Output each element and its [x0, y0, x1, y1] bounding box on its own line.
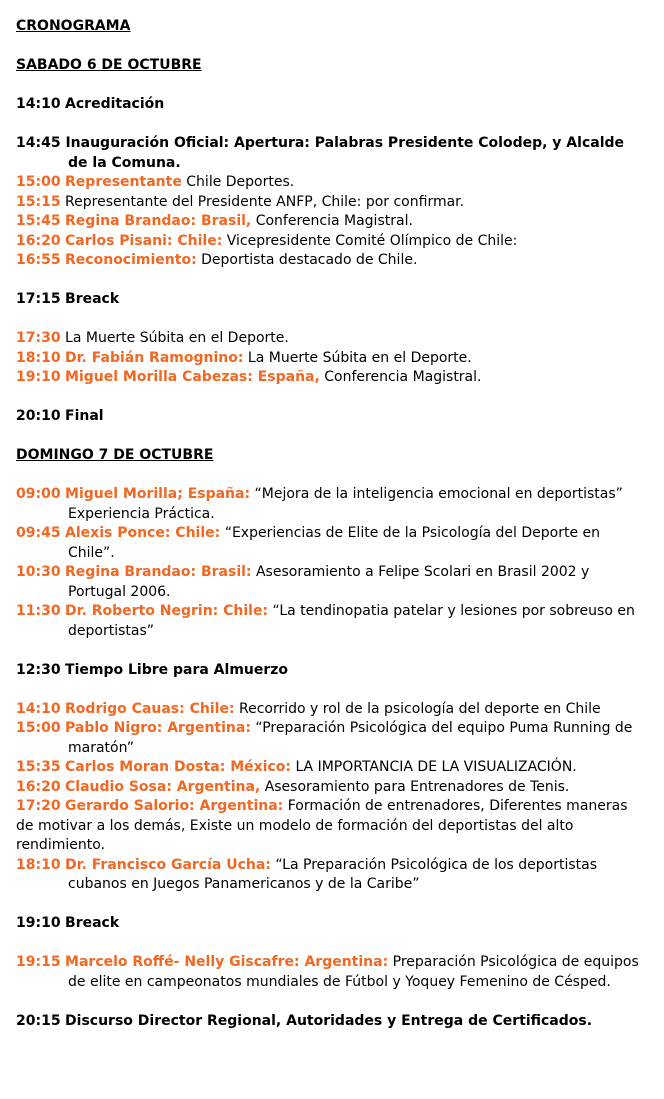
schedule-entry: [16, 758, 642, 778]
spacer: [16, 992, 642, 1012]
entry-time: 15:15: [16, 193, 61, 210]
entry-text: Acreditación: [65, 96, 165, 112]
entry-time: 09:00: [16, 486, 61, 502]
entry-speaker: Claudio Sosa: Argentina,: [65, 778, 261, 795]
schedule-entry: [16, 251, 642, 271]
sunday-closing: [16, 1012, 642, 1032]
entry-description: “Experiencias de Elite de la Psicología del Deporte en Chile”.: [68, 525, 601, 561]
schedule-entry: [16, 856, 642, 895]
entry-description: Asesoramiento para Entrenadores de Tenis.: [264, 778, 570, 795]
entry-time: 15:35: [16, 759, 61, 775]
schedule-entry: [16, 329, 642, 349]
entry-speaker: Representante: [65, 174, 182, 190]
schedule-entry: [16, 602, 642, 641]
entry-description: Chile Deportes.: [186, 174, 295, 190]
entry-time: 19:15: [16, 954, 61, 970]
sunday-lunch: [16, 661, 642, 681]
entry-description: “Preparación Psicológica del equipo Puma Running de maratón”: [68, 720, 633, 756]
entry-description: La Muerte Súbita en el Deporte.: [247, 349, 472, 366]
entry-time: 15:45: [16, 213, 61, 229]
entry-speaker: Regina Brandao: Brasil,: [65, 213, 252, 229]
spacer: [16, 641, 642, 661]
entry-time: 18:10: [16, 349, 61, 366]
entry-time: 20:10: [16, 408, 61, 424]
entry-time: 15:00: [16, 720, 61, 736]
entry-time: 19:10: [16, 915, 61, 931]
schedule-entry: [16, 232, 642, 252]
saturday-break: [16, 290, 642, 310]
entry-time: 20:15: [16, 1012, 61, 1029]
entry-time: 16:20: [16, 778, 61, 795]
entry-description: Vicepresidente Comité Olímpico de Chile:: [226, 232, 518, 249]
schedule-entry: [16, 719, 642, 758]
entry-text: Final: [65, 408, 104, 424]
saturday-final: [16, 407, 642, 427]
entry-time: 18:10: [16, 856, 61, 873]
entry-time: 14:45: [16, 135, 61, 151]
entry-text: Inauguración Oficial: Apertura: Palabras Presidente Colodep, y Alcalde de la Comuna.: [65, 135, 625, 171]
entry-speaker: Carlos Moran Dosta: México:: [65, 759, 291, 775]
schedule-entry: [16, 797, 642, 856]
entry-time: 17:15: [16, 291, 61, 307]
entry-text: Tiempo Libre para Almuerzo: [65, 661, 289, 678]
entry-time: 19:10: [16, 369, 61, 385]
spacer: [16, 271, 642, 291]
saturday-acreditacion: [16, 95, 642, 115]
entry-time: 17:20: [16, 798, 61, 814]
entry-time: 16:20: [16, 232, 61, 249]
entry-description: “La tendinopatia patelar y lesiones por sobreuso en deportistas”: [68, 603, 635, 639]
entry-time: 09:45: [16, 525, 61, 541]
spacer: [16, 895, 642, 915]
schedule-entry: [16, 193, 642, 213]
entry-speaker: Miguel Morilla Cabezas: España,: [65, 369, 320, 385]
saturday-inauguracion: [16, 134, 642, 173]
entry-text: Discurso Director Regional, Autoridades y Entrega de Certificados.: [65, 1012, 593, 1029]
entry-description: “Mejora de la inteligencia emocional en deportistas” Experiencia Práctica.: [68, 486, 623, 522]
saturday-heading: SABADO 6 DE OCTUBRE: [16, 57, 202, 73]
entry-speaker: Alexis Ponce: Chile:: [65, 525, 221, 541]
entry-time: 15:00: [16, 174, 61, 190]
schedule-entry: [16, 349, 642, 369]
schedule-entry: [16, 212, 642, 232]
spacer: [16, 388, 642, 408]
entry-description: Representante del Presidente ANFP, Chile: por confirmar.: [65, 193, 465, 210]
schedule-entry: [16, 953, 642, 992]
entry-speaker: Dr. Fabián Ramognino:: [65, 349, 244, 366]
entry-description: LA IMPORTANCIA DE LA VISUALIZACIÓN.: [295, 759, 577, 775]
entry-speaker: Dr. Francisco García Ucha:: [65, 856, 271, 873]
entry-speaker: Dr. Roberto Negrin: Chile:: [65, 603, 269, 619]
entry-time: 16:55: [16, 252, 61, 268]
schedule-entry: [16, 485, 642, 524]
entry-description: La Muerte Súbita en el Deporte.: [65, 330, 289, 346]
sunday-sessions-1: [16, 485, 642, 641]
saturday-sessions-1: [16, 173, 642, 271]
entry-text: Breack: [65, 915, 120, 931]
entry-time: 11:30: [16, 603, 61, 619]
entry-speaker: Miguel Morilla; España:: [65, 486, 251, 502]
schedule-entry: [16, 778, 642, 798]
entry-time: 14:10: [16, 700, 61, 717]
sunday-sessions-2: [16, 700, 642, 895]
entry-description: “La Preparación Psicológica de los deportistas cubanos en Juegos Panamericanos y de la Caribe”: [68, 856, 598, 892]
entry-speaker: Gerardo Salorio: Argentina:: [65, 798, 284, 814]
schedule-entry: [16, 700, 642, 720]
entry-description: Deportista destacado de Chile.: [201, 252, 418, 268]
saturday-sessions-2: [16, 329, 642, 388]
entry-speaker: Regina Brandao: Brasil:: [65, 564, 252, 580]
entry-speaker: Carlos Pisani: Chile:: [65, 232, 223, 249]
sunday-break: [16, 914, 642, 934]
schedule-entry: [16, 563, 642, 602]
schedule-entry: [16, 173, 642, 193]
sunday-heading: DOMINGO 7 DE OCTUBRE: [16, 447, 214, 463]
sunday-sessions-3: [16, 953, 642, 992]
entry-time: 10:30: [16, 564, 61, 580]
entry-description: Formación de entrenadores, Diferentes maneras de motivar a los demás, Existe un modelo de formación del deportistas del alto rendimiento.: [16, 798, 628, 853]
entry-speaker: Pablo Nigro: Argentina:: [65, 720, 251, 736]
entry-speaker: Marcelo Roffé- Nelly Giscafre: Argentina:: [65, 954, 389, 970]
entry-description: Preparación Psicológica de equipos de elite en campeonatos mundiales de Fútbol y Yoquey Femenino de Césped.: [68, 954, 639, 990]
schedule-entry: [16, 368, 642, 388]
entry-description: Conferencia Magistral.: [324, 369, 482, 385]
entry-speaker: Reconocimiento:: [65, 252, 197, 268]
schedule-entry: [16, 524, 642, 563]
entry-description: Conferencia Magistral.: [255, 213, 413, 229]
entry-text: Breack: [65, 291, 120, 307]
document-title: CRONOGRAMA: [16, 18, 131, 34]
entry-description: Asesoramiento a Felipe Scolari en Brasil 2002 y Portugal 2006.: [68, 564, 590, 600]
entry-description: Recorrido y rol de la psicología del deporte en Chile: [239, 700, 601, 717]
entry-time: 14:10: [16, 96, 61, 112]
entry-time: 17:30: [16, 330, 61, 346]
entry-speaker: Rodrigo Cauas: Chile:: [65, 700, 235, 717]
entry-time: 12:30: [16, 661, 61, 678]
